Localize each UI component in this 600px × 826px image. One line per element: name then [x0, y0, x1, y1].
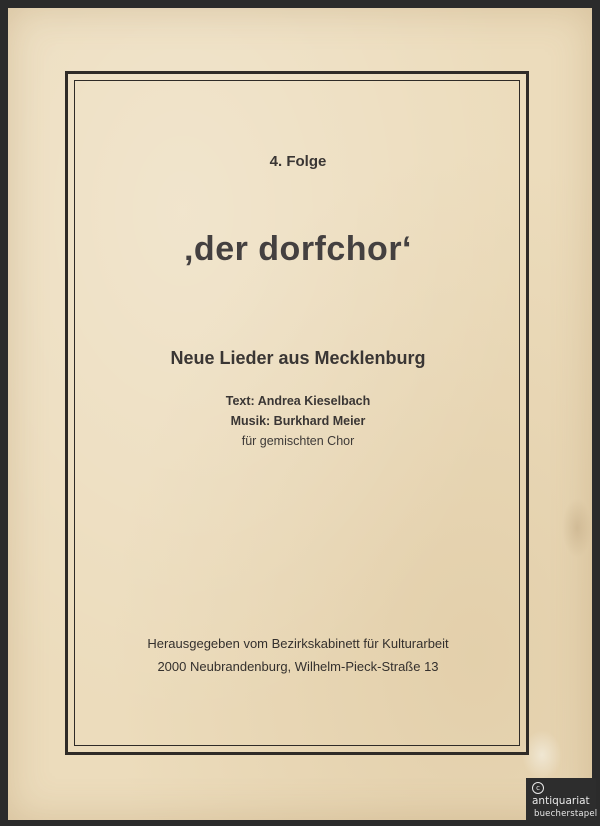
scoring-note: für gemischten Chor — [241, 434, 355, 448]
publisher-address: 2000 Neubrandenburg, Wilhelm-Pieck-Straße 13 — [157, 659, 439, 674]
cover-subtitle: Neue Lieder aus Mecklenburg — [170, 348, 426, 368]
cover-title: ‚der dorfchor‘ — [183, 230, 413, 268]
copyright-icon: c — [532, 782, 544, 794]
publisher-line: Herausgegeben vom Bezirkskabinett für Kulturarbeit — [147, 636, 449, 651]
watermark-stamp — [526, 778, 596, 820]
watermark-line-2: buecherstapel — [534, 809, 598, 819]
series-number: 4. Folge — [269, 153, 327, 170]
paper-stain — [562, 498, 592, 558]
booklet-cover — [8, 8, 598, 820]
lyrics-credit: Text: Andrea Kieselbach — [225, 394, 371, 408]
music-credit: Musik: Burkhard Meier — [230, 414, 366, 428]
watermark-line-1: antiquariat — [532, 795, 590, 807]
